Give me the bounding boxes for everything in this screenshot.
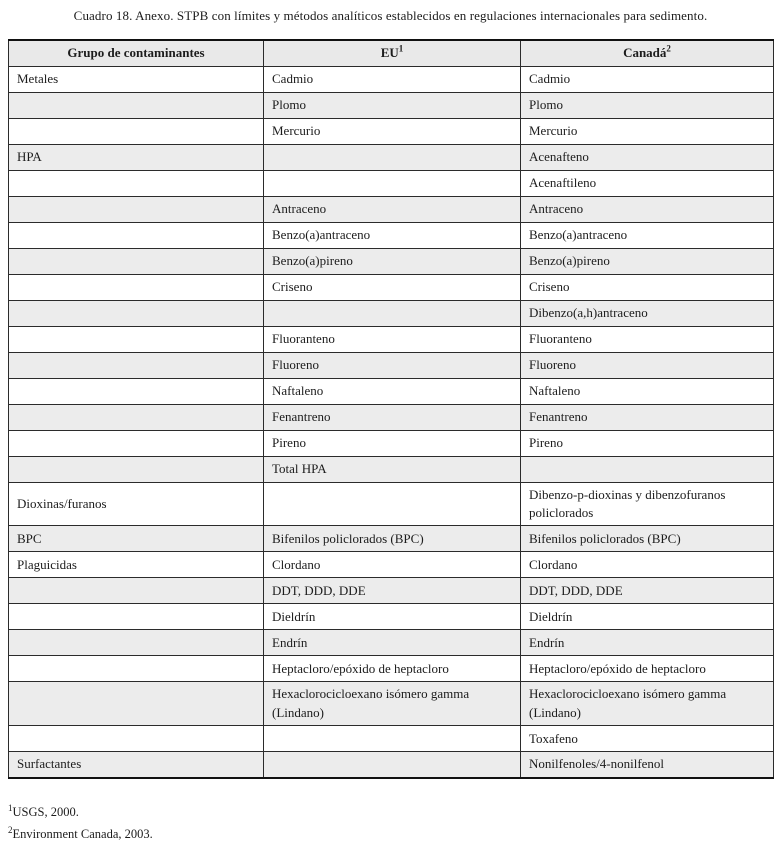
cell-canada: Benzo(a)pireno: [521, 248, 774, 274]
cell-group: BPC: [9, 526, 264, 552]
cell-canada: Fluoreno: [521, 352, 774, 378]
cell-group: [9, 222, 264, 248]
cell-eu: Benzo(a)antraceno: [264, 222, 521, 248]
cell-eu: [264, 144, 521, 170]
table-row: [9, 682, 774, 726]
cell-canada: Pireno: [521, 430, 774, 456]
footnote-text: USGS, 2000.: [12, 804, 79, 819]
cell-group: [9, 352, 264, 378]
cell-group: Dioxinas/furanos: [9, 482, 264, 526]
table-row: [9, 248, 774, 274]
footnote-superscript: 1: [8, 802, 13, 813]
footnote-environment-canada: [8, 823, 781, 846]
cell-canada: Dibenzo(a,h)antraceno: [521, 300, 774, 326]
cell-eu: Fenantreno: [264, 404, 521, 430]
cell-canada: Clordano: [521, 552, 774, 578]
cell-eu: Pireno: [264, 430, 521, 456]
table-row: [9, 170, 774, 196]
table-row: [9, 92, 774, 118]
cell-eu: [264, 170, 521, 196]
table-row: [9, 456, 774, 482]
cell-group: Surfactantes: [9, 752, 264, 778]
cell-group: [9, 656, 264, 682]
header-canada: [521, 40, 774, 66]
cell-eu: Hexaclorocicloexano isómero gamma (Lindano): [264, 682, 521, 726]
cell-eu: [264, 300, 521, 326]
header-superscript: 1: [398, 43, 404, 54]
cell-eu: Naftaleno: [264, 378, 521, 404]
table-row: [9, 430, 774, 456]
table-row: [9, 630, 774, 656]
table-row: [9, 578, 774, 604]
table-row: [9, 726, 774, 752]
table-row: [9, 404, 774, 430]
table-caption: Cuadro 18. Anexo. STPB con límites y métodos analíticos establecidos en regulaciones internacionales para sedimento.: [73, 8, 708, 23]
cell-canada: Heptacloro/epóxido de heptacloro: [521, 656, 774, 682]
cell-group: [9, 682, 264, 726]
cell-group: [9, 274, 264, 300]
cell-canada: Criseno: [521, 274, 774, 300]
header-label: EU: [380, 45, 399, 61]
footnote-usgs: [8, 801, 781, 824]
cell-group: [9, 726, 264, 752]
cell-group: [9, 630, 264, 656]
cell-eu: Total HPA: [264, 456, 521, 482]
cell-canada: Plomo: [521, 92, 774, 118]
footnotes: [8, 801, 781, 846]
cell-group: [9, 578, 264, 604]
cell-eu: Fluoreno: [264, 352, 521, 378]
cell-canada: Antraceno: [521, 196, 774, 222]
table-row: [9, 526, 774, 552]
cell-canada: Cadmio: [521, 66, 774, 92]
cell-eu: [264, 726, 521, 752]
cell-eu: Fluoranteno: [264, 326, 521, 352]
cell-canada: Mercurio: [521, 118, 774, 144]
cell-canada: Dibenzo-p-dioxinas y dibenzofuranos policlorados: [521, 482, 774, 526]
cell-eu: Heptacloro/epóxido de heptacloro: [264, 656, 521, 682]
cell-canada: Hexaclorocicloexano isómero gamma (Lindano): [521, 682, 774, 726]
cell-canada: Acenafteno: [521, 144, 774, 170]
table-row: [9, 482, 774, 526]
contaminants-table: [8, 39, 774, 779]
cell-eu: Benzo(a)pireno: [264, 248, 521, 274]
cell-eu: Clordano: [264, 552, 521, 578]
cell-eu: Bifenilos policlorados (BPC): [264, 526, 521, 552]
cell-eu: Dieldrín: [264, 604, 521, 630]
cell-canada: Endrín: [521, 630, 774, 656]
table-row: [9, 222, 774, 248]
footnote-text: Environment Canada, 2003.: [12, 827, 153, 842]
cell-group: Plaguicidas: [9, 552, 264, 578]
cell-group: [9, 430, 264, 456]
cell-canada: DDT, DDD, DDE: [521, 578, 774, 604]
table-row: [9, 274, 774, 300]
cell-canada: Fluoranteno: [521, 326, 774, 352]
cell-group: [9, 404, 264, 430]
cell-group: [9, 170, 264, 196]
cell-group: [9, 326, 264, 352]
table-row: [9, 66, 774, 92]
cell-eu: Antraceno: [264, 196, 521, 222]
table-row: [9, 352, 774, 378]
cell-eu: [264, 752, 521, 778]
cell-canada: Fenantreno: [521, 404, 774, 430]
cell-eu: Plomo: [264, 92, 521, 118]
cell-canada: Toxafeno: [521, 726, 774, 752]
cell-eu: Criseno: [264, 274, 521, 300]
cell-group: Metales: [9, 66, 264, 92]
table-row: [9, 752, 774, 778]
cell-canada: Benzo(a)antraceno: [521, 222, 774, 248]
cell-group: [9, 92, 264, 118]
cell-canada: Naftaleno: [521, 378, 774, 404]
table-row: [9, 144, 774, 170]
cell-group: [9, 196, 264, 222]
table-body: [9, 66, 774, 778]
cell-canada: Acenaftileno: [521, 170, 774, 196]
cell-canada: Dieldrín: [521, 604, 774, 630]
header-grupo-de-contaminantes: [9, 40, 264, 66]
footnote-superscript: 2: [8, 825, 13, 836]
cell-group: [9, 300, 264, 326]
cell-eu: Mercurio: [264, 118, 521, 144]
table-row: [9, 326, 774, 352]
cell-group: [9, 604, 264, 630]
table-row: [9, 196, 774, 222]
cell-eu: Endrín: [264, 630, 521, 656]
cell-group: [9, 378, 264, 404]
table-header-row: [9, 40, 774, 66]
cell-eu: Cadmio: [264, 66, 521, 92]
header-label: Grupo de contaminantes: [67, 45, 205, 61]
table-row: [9, 118, 774, 144]
header-eu: [264, 40, 521, 66]
table-row: [9, 552, 774, 578]
header-label: Canadá: [623, 45, 667, 61]
cell-canada: Nonilfenoles/4-nonilfenol: [521, 752, 774, 778]
cell-eu: [264, 482, 521, 526]
cell-canada: Bifenilos policlorados (BPC): [521, 526, 774, 552]
header-superscript: 2: [666, 43, 671, 54]
cell-group: [9, 456, 264, 482]
cell-canada: [521, 456, 774, 482]
table-row: [9, 656, 774, 682]
cell-group: [9, 118, 264, 144]
cell-group: [9, 248, 264, 274]
table-row: [9, 378, 774, 404]
table-row: [9, 300, 774, 326]
cell-eu: DDT, DDD, DDE: [264, 578, 521, 604]
cell-group: HPA: [9, 144, 264, 170]
table-row: [9, 604, 774, 630]
